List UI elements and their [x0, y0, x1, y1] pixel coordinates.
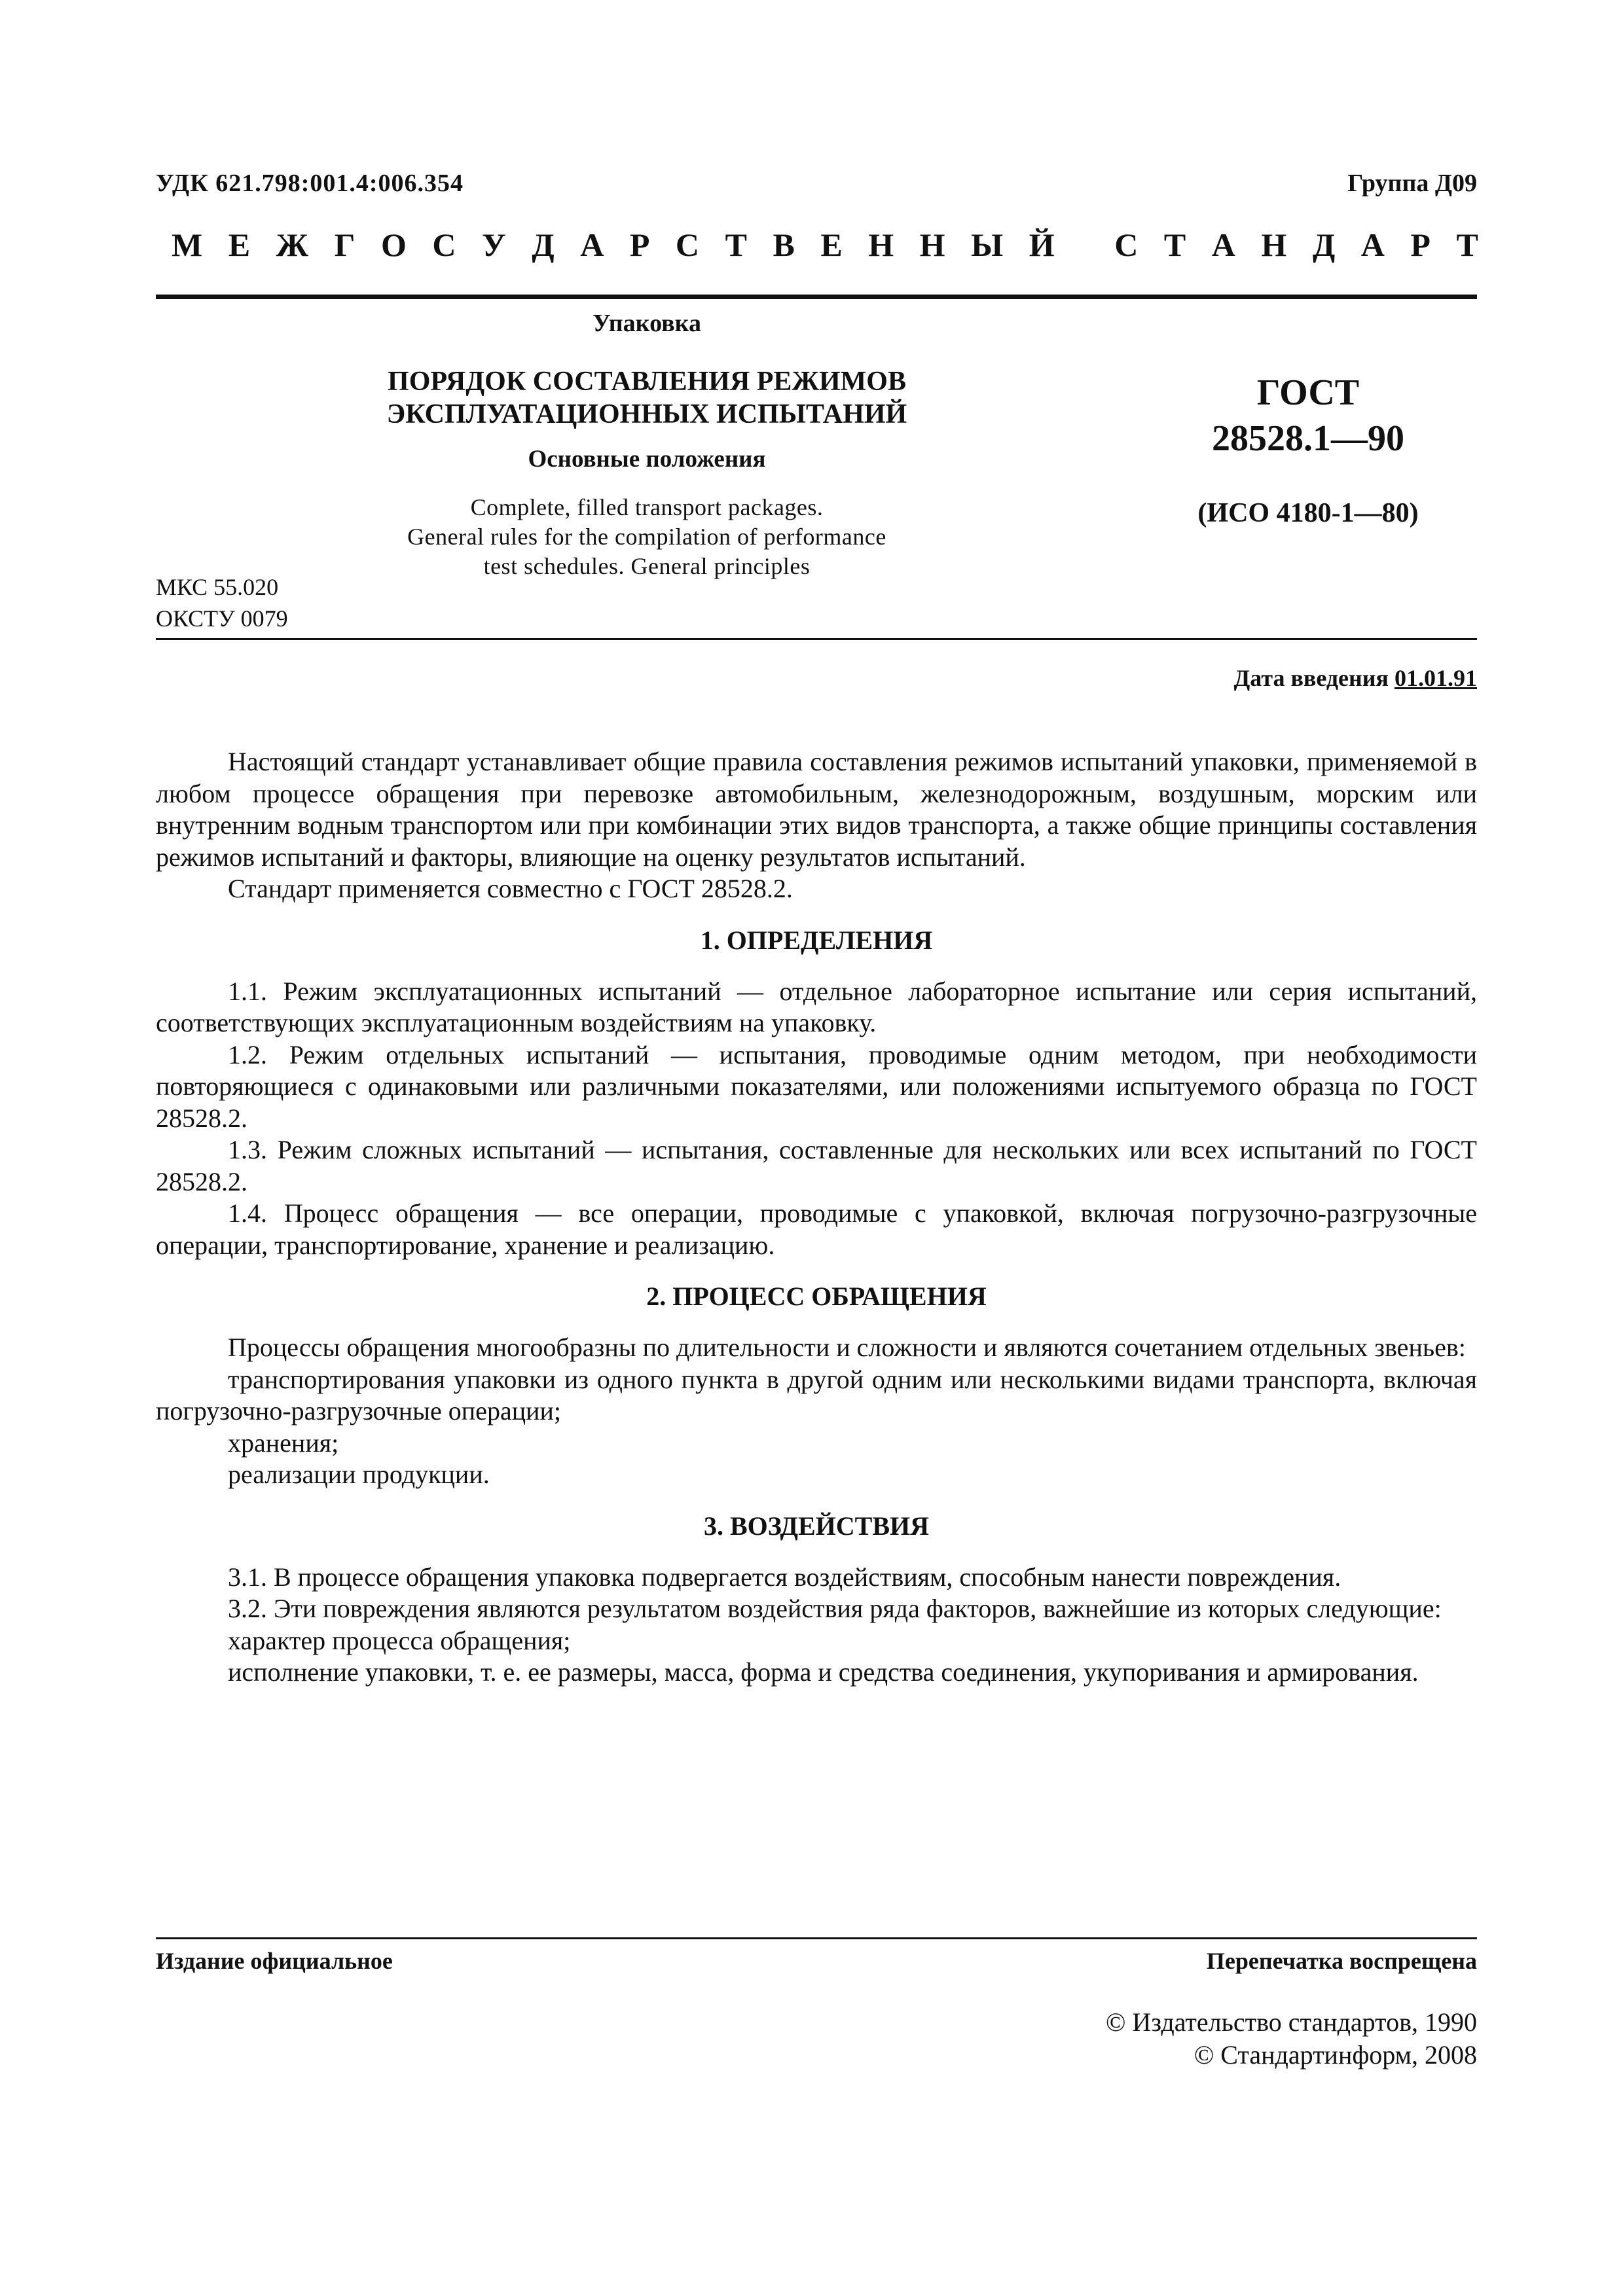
- paragraph: реализации продукции.: [228, 1460, 490, 1489]
- document-page: [156, 0, 1477, 2296]
- banner-letter: М: [172, 226, 203, 263]
- banner-gap: [1080, 226, 1089, 264]
- banner-letter: Й: [1029, 226, 1055, 263]
- gost-label: ГОСТ: [1256, 372, 1360, 413]
- document-body: [156, 746, 1477, 1689]
- english-title-line: test schedules. General principles: [483, 553, 811, 579]
- title-line: ЭКСПЛУАТАЦИОННЫХ ИСПЫТАНИЙ: [386, 399, 907, 429]
- banner-letter: А: [1211, 226, 1235, 263]
- paragraph: Процессы обращения многообразны по длительности и сложности и являются сочетанием отдельных звеньев:: [228, 1333, 1466, 1362]
- iso-reference: (ИСО 4180-1—80): [1197, 498, 1419, 528]
- gost-code: 28528.1—90: [1212, 418, 1404, 459]
- copyright-line: © Стандартинформ, 2008: [1194, 2040, 1477, 2070]
- paragraph: 3.2. Эти повреждения являются результатом воздействия ряда факторов, важнейшие из которых следующие:: [228, 1594, 1442, 1623]
- paragraph: транспортирования упаковки из одного пункта в другой одним или несколькими видами транспорта, включая погрузочно-разгрузочные операции;: [156, 1364, 1477, 1426]
- banner-letter: Р: [1410, 226, 1431, 263]
- banner-letter: Н: [1261, 226, 1287, 263]
- banner-letter: Т: [1163, 226, 1186, 263]
- banner-letter: Р: [629, 226, 650, 263]
- interstate-standard-banner: [172, 226, 1478, 264]
- paragraph: 1.2. Режим отдельных испытаний — испытания, проводимые одним методом, при необходимости повторяющиеся с одинаковыми или различными показателями, или положениями испытуемого образца по ГОСТ 28528.2.: [156, 1039, 1477, 1133]
- header-divider: [156, 295, 1477, 299]
- date-value: 01.01.91: [1395, 665, 1477, 691]
- banner-letter: С: [1114, 226, 1139, 263]
- title-block: [326, 301, 968, 581]
- gost-number: [1144, 370, 1472, 461]
- reprint-prohibited-label: Перепечатка воспрещена: [1206, 1948, 1477, 1974]
- mks-code: МКС 55.020: [156, 574, 279, 600]
- paragraph: Стандарт применяется совместно с ГОСТ 28528.2.: [228, 874, 793, 903]
- banner-letter: Т: [1456, 226, 1478, 263]
- banner-letter: Е: [820, 226, 843, 263]
- paragraph: хранения;: [228, 1427, 339, 1458]
- banner-letter: Т: [725, 226, 747, 263]
- banner-letter: Е: [228, 226, 251, 263]
- copyright-block: [1106, 2006, 1477, 2072]
- paragraph: исполнение упаковки, т. е. ее размеры, масса, форма и средства соединения, укупоривания и армирования.: [228, 1657, 1419, 1687]
- banner-letter: Ж: [276, 226, 309, 263]
- footer-divider: [156, 1937, 1477, 1939]
- banner-letter: С: [675, 226, 700, 263]
- banner-letter: Н: [919, 226, 945, 263]
- official-edition-label: Издание официальное: [156, 1948, 393, 1974]
- banner-letter: С: [432, 226, 456, 263]
- classification-codes: [156, 571, 288, 634]
- english-title: [326, 493, 968, 581]
- banner-letter: У: [482, 226, 506, 263]
- title-divider: [156, 638, 1477, 640]
- paragraph: 1.1. Режим эксплуатационных испытаний — отдельное лабораторное испытание или серия испытаний, соответствующих эксплуатационным воздействиям на упаковку.: [156, 976, 1477, 1037]
- paragraph: характер процесса обращения;: [228, 1625, 571, 1655]
- banner-letter: Ы: [971, 226, 1004, 263]
- introduction-date: [1234, 664, 1478, 692]
- banner-letter: Г: [334, 226, 356, 263]
- paragraph: 1.4. Процесс обращения — все операции, проводимые с упаковкой, включая погрузочно-разгрузочные операции, транспортирование, хранение и реализацию.: [156, 1198, 1477, 1260]
- banner-letter: А: [580, 226, 604, 263]
- paragraph: 3.1. В процессе обращения упаковка подвергается воздействиям, способным нанести повреждения.: [228, 1562, 1341, 1592]
- english-title-line: General rules for the compilation of performance: [407, 524, 886, 550]
- banner-letter: А: [1360, 226, 1385, 263]
- okstu-code: ОКСТУ 0079: [156, 605, 288, 632]
- section-heading: 1. ОПРЕДЕЛЕНИЯ: [700, 925, 933, 955]
- section-heading: 3. ВОЗДЕЙСТВИЯ: [703, 1511, 930, 1541]
- title-line: ПОРЯДОК СОСТАВЛЕНИЯ РЕЖИМОВ: [388, 367, 906, 397]
- topic-label: Упаковка: [593, 310, 701, 337]
- copyright-line: © Издательство стандартов, 1990: [1105, 2007, 1477, 2037]
- paragraph: Настоящий стандарт устанавливает общие правила составления режимов испытаний упаковки, применяемой в любом процессе обращения при перевозке автомобильным, железнодорожным, воздушным, морским или внутренним водным транспортом или при комбинации этих видов транспорта, а также общие принципы составления режимов испытаний и факторы, влияющие на оценку результатов испытаний.: [156, 747, 1477, 872]
- banner-letter: Д: [1312, 226, 1336, 263]
- banner-letter: О: [380, 226, 407, 263]
- udk-code: УДК 621.798:001.4:006.354: [156, 170, 464, 197]
- document-subtitle: Основные положения: [528, 446, 766, 473]
- banner-letter: Н: [868, 226, 894, 263]
- section-heading: 2. ПРОЦЕСС ОБРАЩЕНИЯ: [646, 1282, 987, 1311]
- document-title: [326, 365, 968, 431]
- group-code: Группа Д09: [1347, 170, 1477, 197]
- paragraph: 1.3. Режим сложных испытаний — испытания, составленные для нескольких или всех испытаний по ГОСТ 28528.2.: [156, 1135, 1477, 1196]
- english-title-line: Complete, filled transport packages.: [470, 494, 824, 520]
- banner-letter: Д: [532, 226, 555, 263]
- date-label: Дата введения: [1233, 665, 1389, 691]
- banner-letter: В: [773, 226, 795, 263]
